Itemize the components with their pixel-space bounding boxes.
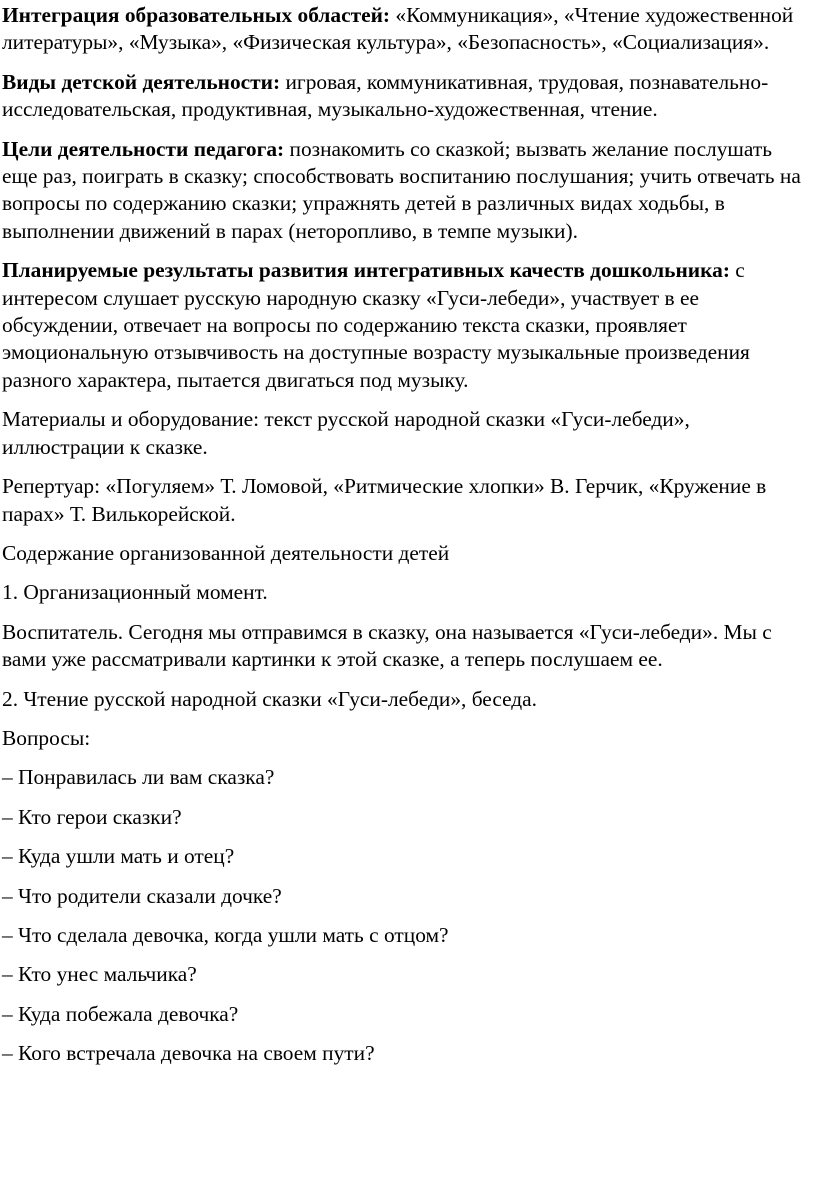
goals-text: познакомить со сказкой; вызвать желание послушать еще раз, поиграть в сказку; способствовать воспитанию послушания; учить отвечать на вопросы по содержанию сказки; упражнять детей в различных видах ходьбы, в выполнении движений в парах (неторопливо, в темпе музыки). [2, 136, 801, 243]
repertoire-paragraph: Репертуар: «Погуляем» Т. Ломовой, «Ритмические хлопки» В. Герчик, «Кружение в парах» Т. Вилькорейской. [2, 474, 767, 526]
step-reading: 2. Чтение русской народной сказки «Гуси-лебеди», беседа. [2, 686, 538, 711]
goals-paragraph [2, 136, 812, 246]
teacher-speech-paragraph: Воспитатель. Сегодня мы отправимся в сказку, она называется «Гуси-лебеди». Мы с вами уже рассматривали картинки к этой сказке, а теперь послушаем ее. [2, 619, 772, 672]
step-organizational-moment: 1. Организационный момент. [2, 580, 268, 605]
integration-text: «Коммуникация», «Чтение художественной литературы», «Музыка», «Физическая культура», «Безопасность», «Социализация». [2, 3, 794, 55]
goals-label: Цели деятельности педагога: [2, 136, 285, 161]
question-item: – Что родители сказали дочке? [2, 883, 282, 908]
question-item: – Понравилась ли вам сказка? [2, 765, 275, 790]
question-item: – Кого встречала девочка на своем пути? [2, 1041, 375, 1066]
planned-results-text: с интересом слушает русскую народную сказку «Гуси-лебеди», участвует в ее обсуждении, отвечает на вопросы по содержанию текста сказки, проявляет эмоциональную отзывчивость на доступные возрасту музыкальные произведения разного характера, пытается двигаться под музыку. [2, 258, 750, 392]
activity-types-paragraph [2, 69, 812, 124]
question-item: – Кто герои сказки? [2, 804, 182, 829]
planned-results-paragraph [2, 257, 812, 394]
activity-types-text: игровая, коммуникативная, трудовая, познавательно-исследовательская, продуктивная, музыкально-художественная, чтение. [2, 69, 769, 122]
content-heading: Содержание организованной деятельности детей [2, 540, 450, 565]
question-item: – Куда ушли мать и отец? [2, 844, 235, 869]
question-item: – Кто унес мальчика? [2, 962, 197, 987]
questions-heading: Вопросы: [2, 725, 91, 750]
activity-types-label: Виды детской деятельности: [2, 69, 281, 94]
question-item: – Что сделала девочка, когда ушли мать с отцом? [2, 922, 449, 947]
integration-paragraph [2, 2, 812, 57]
integration-label: Интеграция образовательных областей: [2, 3, 391, 27]
document-page [2, 2, 812, 1080]
question-item: – Куда побежала девочка? [2, 1001, 239, 1026]
materials-paragraph: Материалы и оборудование: текст русской народной сказки «Гуси-лебеди», иллюстрации к сказке. [2, 407, 690, 459]
planned-results-label: Планируемые результаты развития интегративных качеств дошкольника: [2, 258, 730, 283]
